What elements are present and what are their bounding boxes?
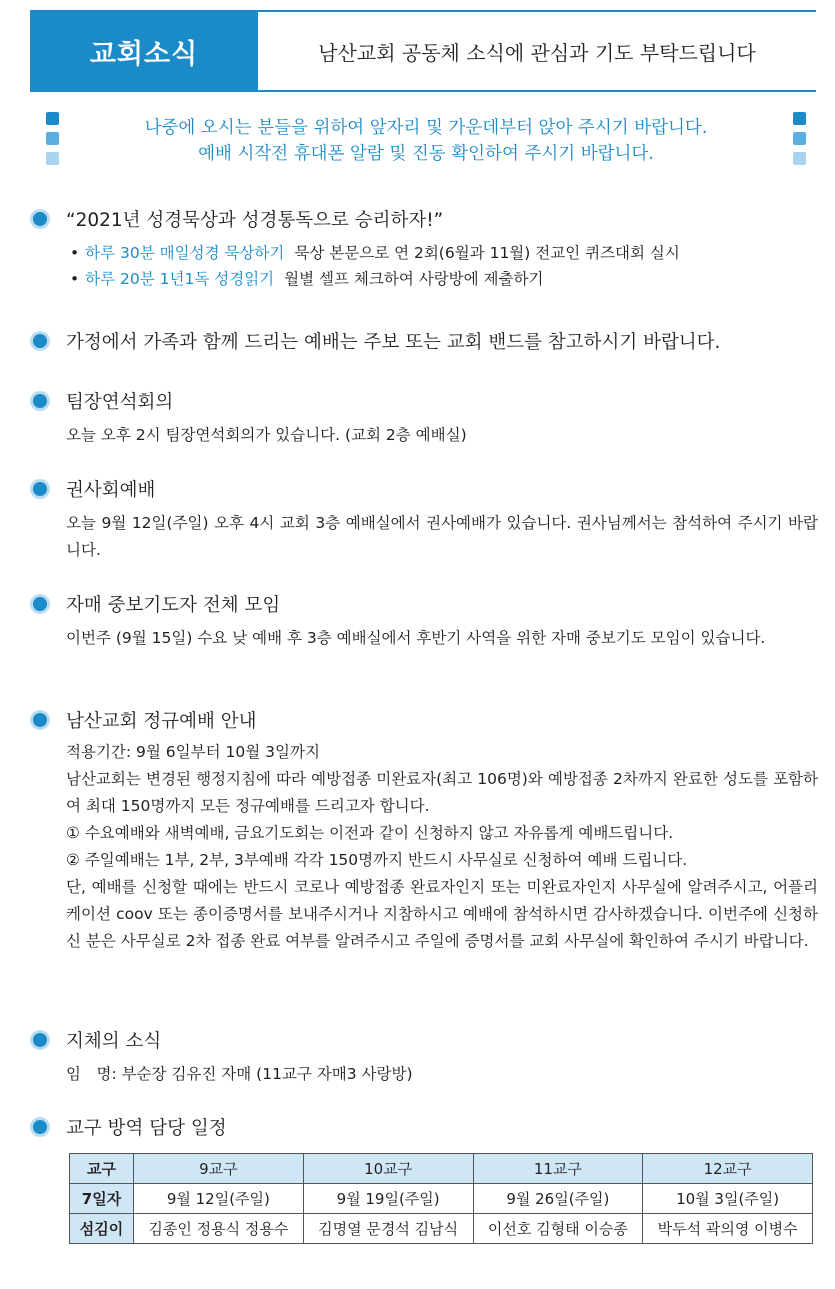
table-row-label: 7일자 <box>70 1184 134 1214</box>
table-cell: 10월 3일(주일) <box>643 1184 813 1214</box>
table-header-cell: 12교구 <box>643 1154 813 1184</box>
item-highlight: 하루 20분 1년1독 성경읽기 <box>85 270 275 288</box>
worship-period: 적용기간: 9월 6일부터 10월 3일까지 <box>66 743 320 761</box>
worship-item: ② 주일예배는 1부, 2부, 3부예배 각각 150명까지 반드시 사무실로 신청하여 예배 드립니다. <box>66 851 688 869</box>
table-header-row <box>70 1154 813 1184</box>
section-body: 오늘 오후 2시 팀장연석회의가 있습니다. (교회 2층 예배실) <box>66 426 467 444</box>
section-title: 남산교회 정규예배 안내 <box>66 711 257 732</box>
section-title: 자매 중보기도자 전체 모임 <box>66 595 281 616</box>
section-bullet-icon <box>30 1030 50 1050</box>
table-cell: 김종인 정용식 정용수 <box>134 1214 304 1244</box>
worship-item: ① 수요예배와 새벽예배, 금요기도회는 이전과 같이 신청하지 않고 자유롭게 예배드립니다. <box>66 824 674 842</box>
section-title: 팀장연석회의 <box>66 392 174 413</box>
list-item: • 하루 30분 매일성경 묵상하기 묵상 본문으로 연 2회(6월과 11월) 전교인 퀴즈대회 실시 <box>70 240 820 266</box>
table-header-cell: 11교구 <box>473 1154 643 1184</box>
table-row <box>70 1214 813 1244</box>
table-row <box>70 1184 813 1214</box>
section-bullet-icon <box>30 710 50 730</box>
section-bullet-icon <box>30 209 50 229</box>
table-cell: 이선호 김형태 이승종 <box>473 1214 643 1244</box>
worship-paragraph: 남산교회는 변경된 행정지침에 따라 예방접종 미완료자(최고 106명)와 예방접종 2차까지 완료한 성도를 포함하여 최대 150명까지 모든 정규예배를 드리고자 합니다. <box>66 770 818 815</box>
table-cell: 박두석 곽의영 이병수 <box>643 1214 813 1244</box>
section-tab-title: 교회소식 <box>30 12 258 90</box>
section-body: 이번주 (9월 15일) 수요 낮 예배 후 3층 예배실에서 후반기 사역을 위한 자매 중보기도 모임이 있습니다. <box>66 629 766 647</box>
section-title: 권사회예배 <box>66 480 156 501</box>
item-text: 묵상 본문으로 연 2회(6월과 11월) 전교인 퀴즈대회 실시 <box>294 244 680 262</box>
section-body: 임 명: 부순장 김유진 자매 (11교구 자매3 사랑방) <box>66 1065 413 1083</box>
table-row-label: 섬김이 <box>70 1214 134 1244</box>
notice-box <box>46 112 806 170</box>
table-cell: 9월 19일(주일) <box>303 1184 473 1214</box>
section-slogan <box>30 206 820 292</box>
section-title: “2021년 성경묵상과 성경통독으로 승리하자!” <box>66 210 444 231</box>
section-title: 교구 방역 담당 일정 <box>66 1118 227 1139</box>
section-bullet-icon <box>30 331 50 351</box>
header-subtitle: 남산교회 공동체 소식에 관심과 기도 부탁드립니다 <box>318 40 756 65</box>
item-highlight: 하루 30분 매일성경 묵상하기 <box>85 244 285 262</box>
table-cell: 9월 12일(주일) <box>134 1184 304 1214</box>
section-body: 오늘 9월 12일(주일) 오후 4시 교회 3층 예배실에서 권사예배가 있습니다. 권사님께서는 참석하여 주시기 바랍니다. <box>66 514 818 559</box>
square-marker-icon <box>46 152 59 165</box>
section-body <box>66 739 818 955</box>
table-cell: 김명열 문경석 김남식 <box>303 1214 473 1244</box>
section-bullet-icon <box>30 594 50 614</box>
section-bullet-icon <box>30 479 50 499</box>
table-header-cell: 9교구 <box>134 1154 304 1184</box>
square-marker-icon <box>793 152 806 165</box>
list-item: • 하루 20분 1년1독 성경읽기 월별 셀프 체크하여 사랑방에 제출하기 <box>70 266 820 292</box>
table-header-cell: 교구 <box>70 1154 134 1184</box>
section-disinfection-schedule <box>30 1114 820 1140</box>
worship-paragraph: 단, 예배를 신청할 때에는 반드시 코로나 예방접종 완료자인지 또는 미완료자인지 사무실에 알려주시고, 어플리케이션 coov 또는 종이증명서를 보내주시거나 지참하시고 예배에 참석하시면 감사하겠습니다. 이번주에 신청하신 분은 사무실로 2차 접종 완료 여부를 알려주시고 주일에 증명서를 교회 사무실에 확인하여 주시기 바랍니다. <box>66 878 818 950</box>
schedule-table <box>69 1153 813 1244</box>
square-marker-icon <box>793 112 806 125</box>
square-marker-icon <box>46 112 59 125</box>
section-bullet-icon <box>30 391 50 411</box>
page-header <box>30 10 816 92</box>
section-title: 지체의 소식 <box>66 1031 162 1052</box>
notice-line-1: 나중에 오시는 분들을 위하여 앞자리 및 가운데부터 앉아 주시기 바랍니다. <box>144 118 708 138</box>
table-cell: 9월 26일(주일) <box>473 1184 643 1214</box>
section-deaconess-worship <box>30 476 820 564</box>
notice-line-2: 예배 시작전 휴대폰 알람 및 진동 확인하여 주시기 바랍니다. <box>198 144 654 164</box>
section-regular-worship <box>30 707 820 955</box>
square-marker-icon <box>793 132 806 145</box>
section-title: 가정에서 가족과 함께 드리는 예배는 주보 또는 교회 밴드를 참고하시기 바랍니다. <box>66 332 721 353</box>
section-bullet-icon <box>30 1117 50 1137</box>
section-family-worship <box>30 328 820 354</box>
table-header-cell: 10교구 <box>303 1154 473 1184</box>
item-text: 월별 셀프 체크하여 사랑방에 제출하기 <box>284 270 544 288</box>
notice-text <box>76 115 776 167</box>
section-member-news <box>30 1027 820 1088</box>
square-marker-icon <box>46 132 59 145</box>
section-team-meeting <box>30 388 820 449</box>
section-intercessors <box>30 591 820 652</box>
